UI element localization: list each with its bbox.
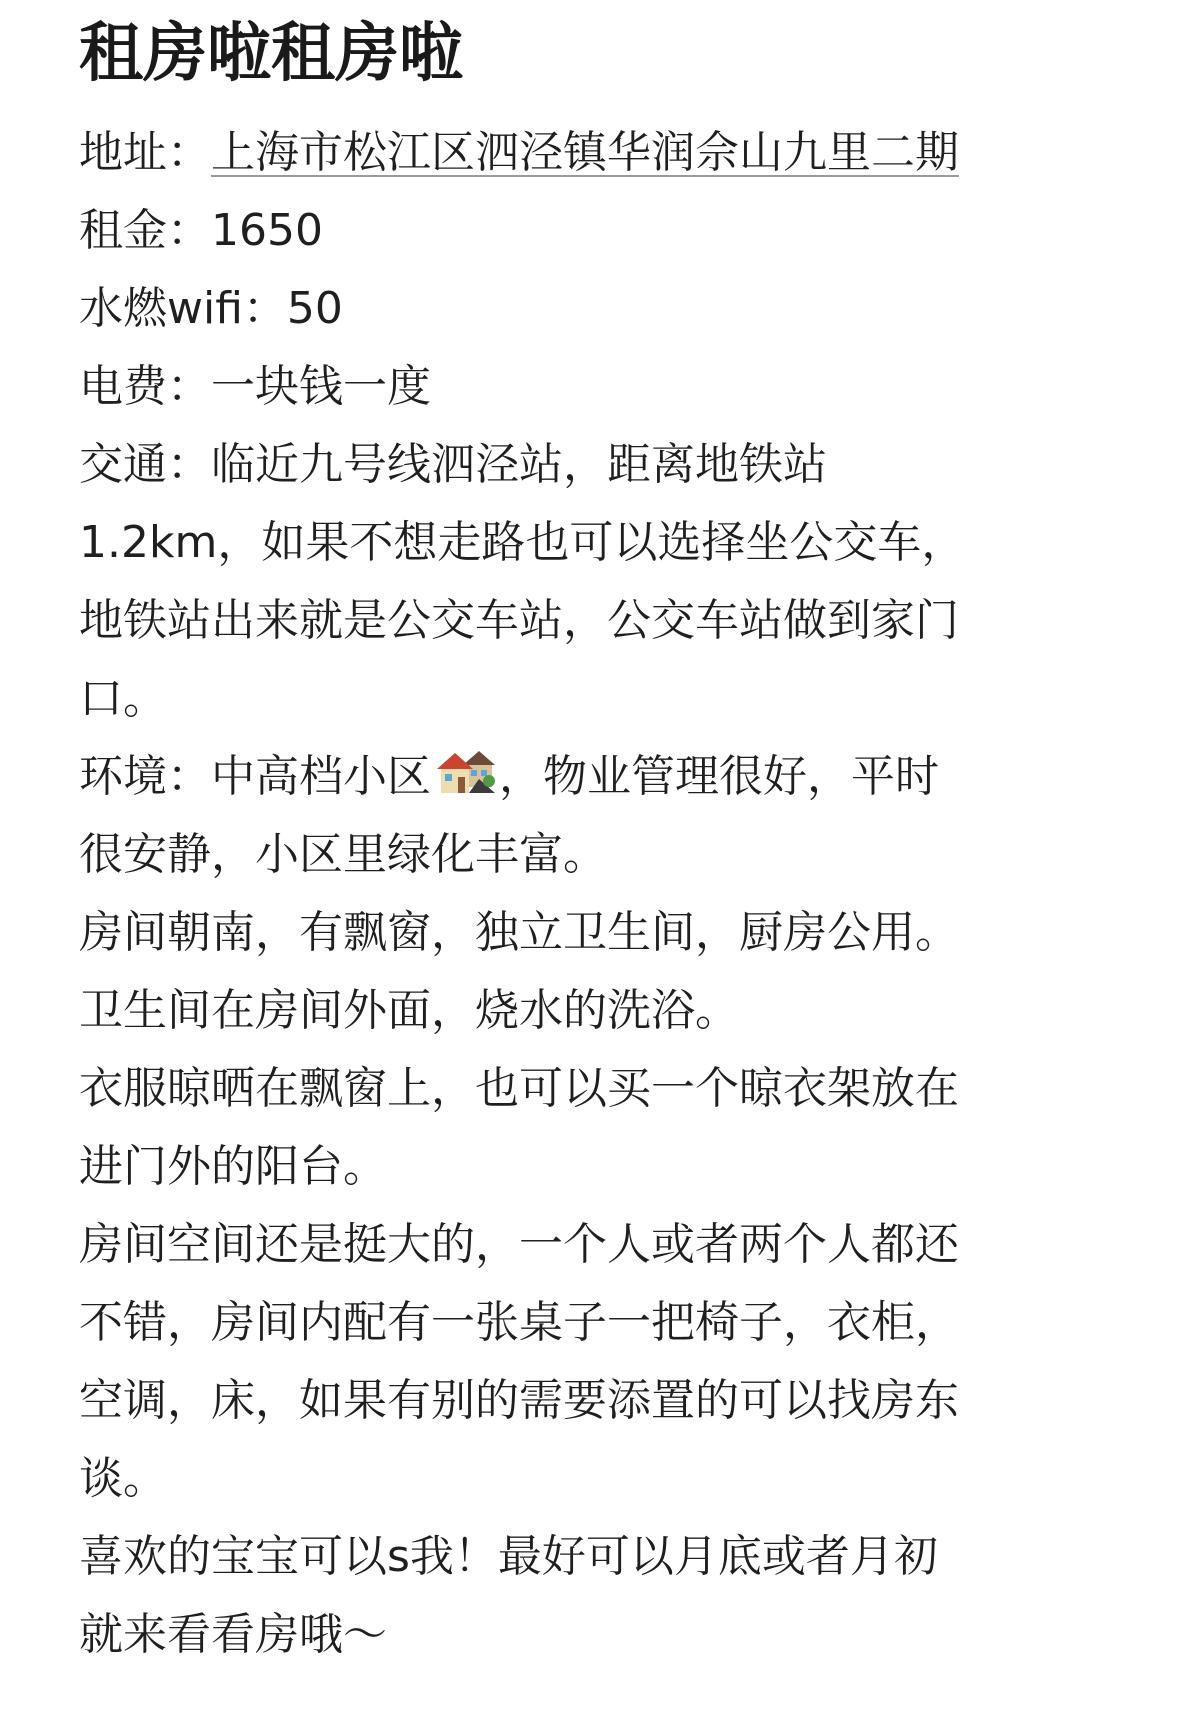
space-line-3: 空调，床，如果有别的需要添置的可以找房东	[79, 1375, 959, 1426]
address-label: 地址：	[79, 127, 211, 178]
traffic-line-3: 地铁站出来就是公交车站，公交车站做到家门	[79, 595, 959, 646]
contact-line-2: 就来看看房哦～	[79, 1609, 387, 1660]
contact-line-1: 喜欢的宝宝可以s我！最好可以月底或者月初	[79, 1531, 938, 1582]
traffic-line-1: 交通：临近九号线泗泾站，距离地铁站	[79, 439, 827, 490]
environment-line-2: 很安静，小区里绿化丰富。	[79, 829, 607, 880]
environment-text-b: ，物业管理很好，平时	[499, 751, 939, 802]
traffic-line-2: 1.2km，如果不想走路也可以选择坐公交车，	[79, 517, 966, 568]
post-title: 租房啦租房啦	[79, 17, 463, 91]
rental-post	[79, 0, 1119, 1674]
post-body	[79, 114, 1119, 1674]
traffic-line-4: 口。	[79, 673, 167, 724]
room-line-2: 卫生间在房间外面，烧水的洗浴。	[79, 985, 739, 1036]
space-line-2: 不错，房间内配有一张桌子一把椅子，衣柜，	[79, 1297, 959, 1348]
address-line	[79, 114, 1119, 192]
room-line-1: 房间朝南，有飘窗，独立卫生间，厨房公用。	[79, 907, 959, 958]
laundry-line-1: 衣服晾晒在飘窗上，也可以买一个晾衣架放在	[79, 1063, 959, 1114]
houses-emoji-icon	[435, 745, 497, 797]
address-link[interactable]: 上海市松江区泗泾镇华润佘山九里二期	[211, 127, 959, 178]
space-line-1: 房间空间还是挺大的，一个人或者两个人都还	[79, 1219, 959, 1270]
laundry-line-2: 进门外的阳台。	[79, 1141, 387, 1192]
utilities-line: 水燃wifi：50	[79, 283, 343, 334]
environment-line-1	[79, 738, 1119, 816]
electricity-line: 电费：一块钱一度	[79, 361, 431, 412]
rent-line: 租金：1650	[79, 205, 323, 256]
space-line-4: 谈。	[79, 1453, 167, 1504]
environment-text-a: 环境：中高档小区	[79, 751, 431, 802]
